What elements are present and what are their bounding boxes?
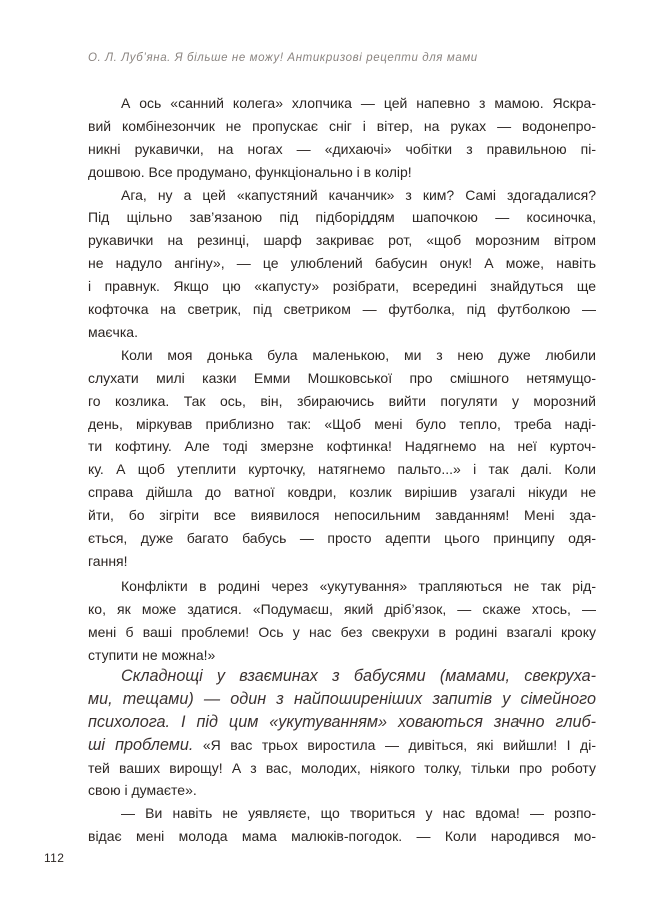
text-line: ступити не можна!»	[88, 646, 216, 663]
text-line: го козлика. Так ось, він, збираючись вийти погуляти у морозний	[88, 392, 596, 409]
text-line: йти, бо зігріти все виявилося непосильним завданням! Мені зда-	[88, 507, 596, 524]
text-line-mixed	[88, 734, 596, 757]
text-line: відає мені молода мама малюків-погодок. — Коли народився мо-	[88, 827, 596, 844]
text-line: справа дійшла до ватної ковдри, козлик вирішив узагалі нікуди не	[88, 484, 596, 501]
paragraph-3	[88, 344, 596, 573]
text-line: день, міркував приблизно так: «Щоб мені було тепло, треба наді-	[88, 415, 596, 432]
text-line: ку. А щоб утеплити курточку, натягнемо пальто...» і так далі. Коли	[88, 461, 596, 478]
text-line: Під щільно зав’язаною під підборіддям шапочкою — косиночка,	[88, 209, 596, 226]
highlighted-paragraph	[88, 665, 596, 802]
text-line: ми, тещами) — один з найпоширеніших запитів у сімейного	[88, 689, 596, 708]
text-line: маєчка.	[88, 323, 138, 340]
text-line: Конфлікти в родині через «укутування» трапляються не так рід-	[121, 578, 596, 594]
header-author: О. Л. Луб’яна.	[88, 52, 171, 64]
text-line: кофточка на светрик, під светриком — футболка, під футболкою —	[88, 301, 596, 318]
text-line: не надуло ангіну», — це улюблений бабусин онук! А може, навіть	[88, 255, 596, 272]
page-number: 112	[44, 851, 65, 865]
text-line: і правнук. Якщо цю «капусту» розібрати, всередині знайдуться ще	[88, 278, 596, 295]
text-line: ко, як може здатися. «Подумаєш, який дріб’язок, — скаже хтось, —	[88, 600, 596, 617]
text-line: дошвою. Все продумано, функціонально і в колір!	[88, 163, 412, 180]
text-line: ти кофтину. Але тоді змерзне кофтинка! Надягнемо на неї курточ-	[88, 438, 596, 455]
paragraph-1	[88, 92, 596, 184]
text-line: Ага, ну а цей «капустяний качанчик» з ким? Самі здогадалися?	[121, 186, 596, 203]
text-line: вий комбінезончик не пропускає сніг і вітер, на руках — водонепро-	[88, 117, 596, 134]
text-line: рукавички на резинці, шарф закриває рот, «щоб морозним вітром	[88, 232, 596, 249]
running-header	[88, 52, 478, 64]
text-line: Коли моя донька була маленькою, ми з нею дуже любили	[121, 346, 596, 363]
text-line: Складнощі у взаєминах з бабусями (мамами, свекруха-	[121, 667, 596, 685]
text-line: мені б ваші проблеми! Ось у нас без свекрухи в родині взагалі кроку	[88, 623, 596, 640]
paragraph-5	[88, 802, 596, 848]
text-line: гання!	[88, 552, 128, 569]
header-book-title: Я більше не можу! Антикризові рецепти для мами	[174, 52, 478, 64]
text-line: ється, дуже багато бабусь — просто адепти цього принципу одя-	[88, 530, 596, 547]
text-line: слухати милі казки Емми Мошковської про смішного нетямущо-	[88, 369, 596, 386]
text-line: свою і думаєте».	[88, 782, 197, 799]
text-line: никні рукавички, на ногах — «дихаючі» чобітки з правильною пі-	[88, 140, 596, 157]
text-line: психолога. І під цим «укутуванням» ховаються значно глиб-	[88, 712, 596, 731]
paragraph-4	[88, 575, 596, 667]
text-line: тей ваших вирощу! А з вас, молодих, ніякого толку, тільки про роботу	[88, 759, 596, 776]
text-line: А ось «санний колега» хлопчика — цей напевно з мамою. Яскра-	[121, 95, 596, 111]
paragraph-2	[88, 184, 596, 344]
quote-text: «Я вас трьох виростила — дивіться, які вийшли! І ді-	[193, 736, 596, 753]
text-line: — Ви навіть не уявляєте, що твориться у нас вдома! — розпо-	[121, 805, 596, 821]
emphasis-text: ші проблеми.	[88, 735, 194, 754]
